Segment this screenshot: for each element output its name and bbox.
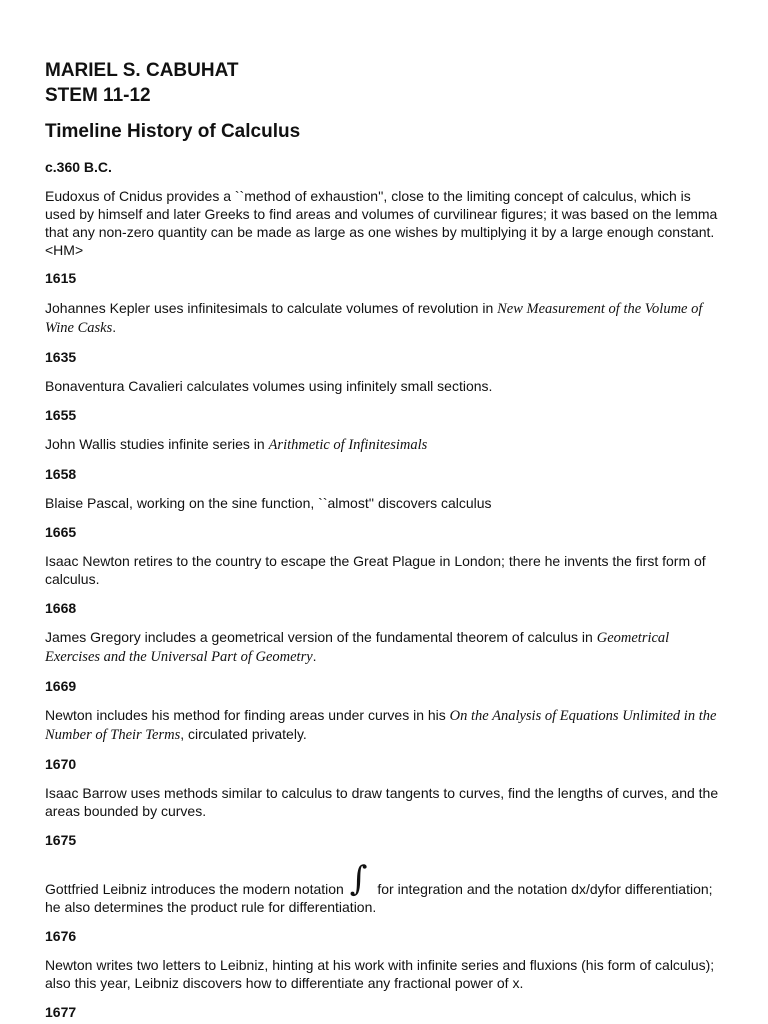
timeline-entry [45, 927, 725, 992]
timeline-entry [45, 755, 725, 820]
entry-year: 1669 [45, 678, 77, 694]
entry-year: c.360 B.C. [45, 159, 112, 175]
document-page [45, 58, 725, 1021]
entry-text: Gottfried Leibniz introduces the modern notation ∫ for integration and the notation dx/dyfor differentiation; he also determines the product rule for differentiation. [45, 859, 713, 915]
timeline-entry [45, 269, 725, 337]
entry-year: 1677 [45, 1004, 77, 1020]
class-section: STEM 11-12 [45, 85, 151, 106]
timeline-entry [45, 1003, 725, 1021]
timeline-entry [45, 348, 725, 395]
entry-text: Eudoxus of Cnidus provides a ``method of exhaustion'', close to the limiting concept of calculus, which is used by himself and later Greeks to find areas and volumes of curvilinear figures; it was based on the lemma that any non-zero quantity can be made as large as one wishes by multiplying it by a large enough constant. <HM> [45, 188, 718, 258]
entry-year: 1658 [45, 466, 77, 482]
entry-year: 1675 [45, 832, 77, 848]
entry-year: 1676 [45, 928, 77, 944]
entry-text: Bonaventura Cavalieri calculates volumes using infinitely small sections. [45, 378, 493, 394]
entry-text: Newton includes his method for finding areas under curves in his On the Analysis of Equations Unlimited in the Number of Their Terms, circulated privately. [45, 707, 717, 743]
entry-text: James Gregory includes a geometrical version of the fundamental theorem of calculus in Geometrical Exercises and the Universal Part of Geometry. [45, 629, 670, 665]
book-title: Geometrical Exercises and the Universal Part of Geometry [45, 630, 670, 665]
book-title: New Measurement of the Volume of Wine Casks [45, 301, 703, 336]
page-title: Timeline History of Calculus [45, 121, 301, 142]
book-title: Arithmetic of Infinitesimals [268, 437, 428, 453]
entry-text: John Wallis studies infinite series in Arithmetic of Infinitesimals [45, 436, 428, 453]
entry-text: Blaise Pascal, working on the sine function, ``almost'' discovers calculus [45, 495, 492, 511]
timeline-entry [45, 599, 725, 666]
entry-text: Newton writes two letters to Leibniz, hinting at his work with infinite series and fluxions (his form of calculus); also this year, Leibniz discovers how to differentiate any fractional power of x. [45, 957, 715, 991]
entry-text: Isaac Newton retires to the country to escape the Great Plague in London; there he invents the first form of calculus. [45, 553, 706, 587]
timeline-entry [45, 523, 725, 588]
entry-year: 1615 [45, 270, 77, 286]
timeline-entry [45, 677, 725, 744]
book-title: On the Analysis of Equations Unlimited in the Number of Their Terms [45, 708, 717, 743]
entry-year: 1668 [45, 600, 77, 616]
timeline-entry [45, 831, 725, 916]
timeline-entry [45, 465, 725, 512]
author-name: MARIEL S. CABUHAT [45, 60, 239, 81]
entry-year: 1670 [45, 756, 77, 772]
entry-text: Johannes Kepler uses infinitesimals to calculate volumes of revolution in New Measurement of the Volume of Wine Casks. [45, 300, 703, 336]
entry-text: Isaac Barrow uses methods similar to calculus to draw tangents to curves, find the lengths of curves, and the areas bounded by curves. [45, 785, 719, 819]
entry-year: 1635 [45, 349, 77, 365]
timeline-entry [45, 406, 725, 454]
timeline-list [45, 158, 725, 1021]
entry-year: 1655 [45, 407, 77, 423]
entry-year: 1665 [45, 524, 77, 540]
timeline-entry [45, 158, 725, 259]
integral-sign-icon: ∫ [349, 859, 368, 899]
